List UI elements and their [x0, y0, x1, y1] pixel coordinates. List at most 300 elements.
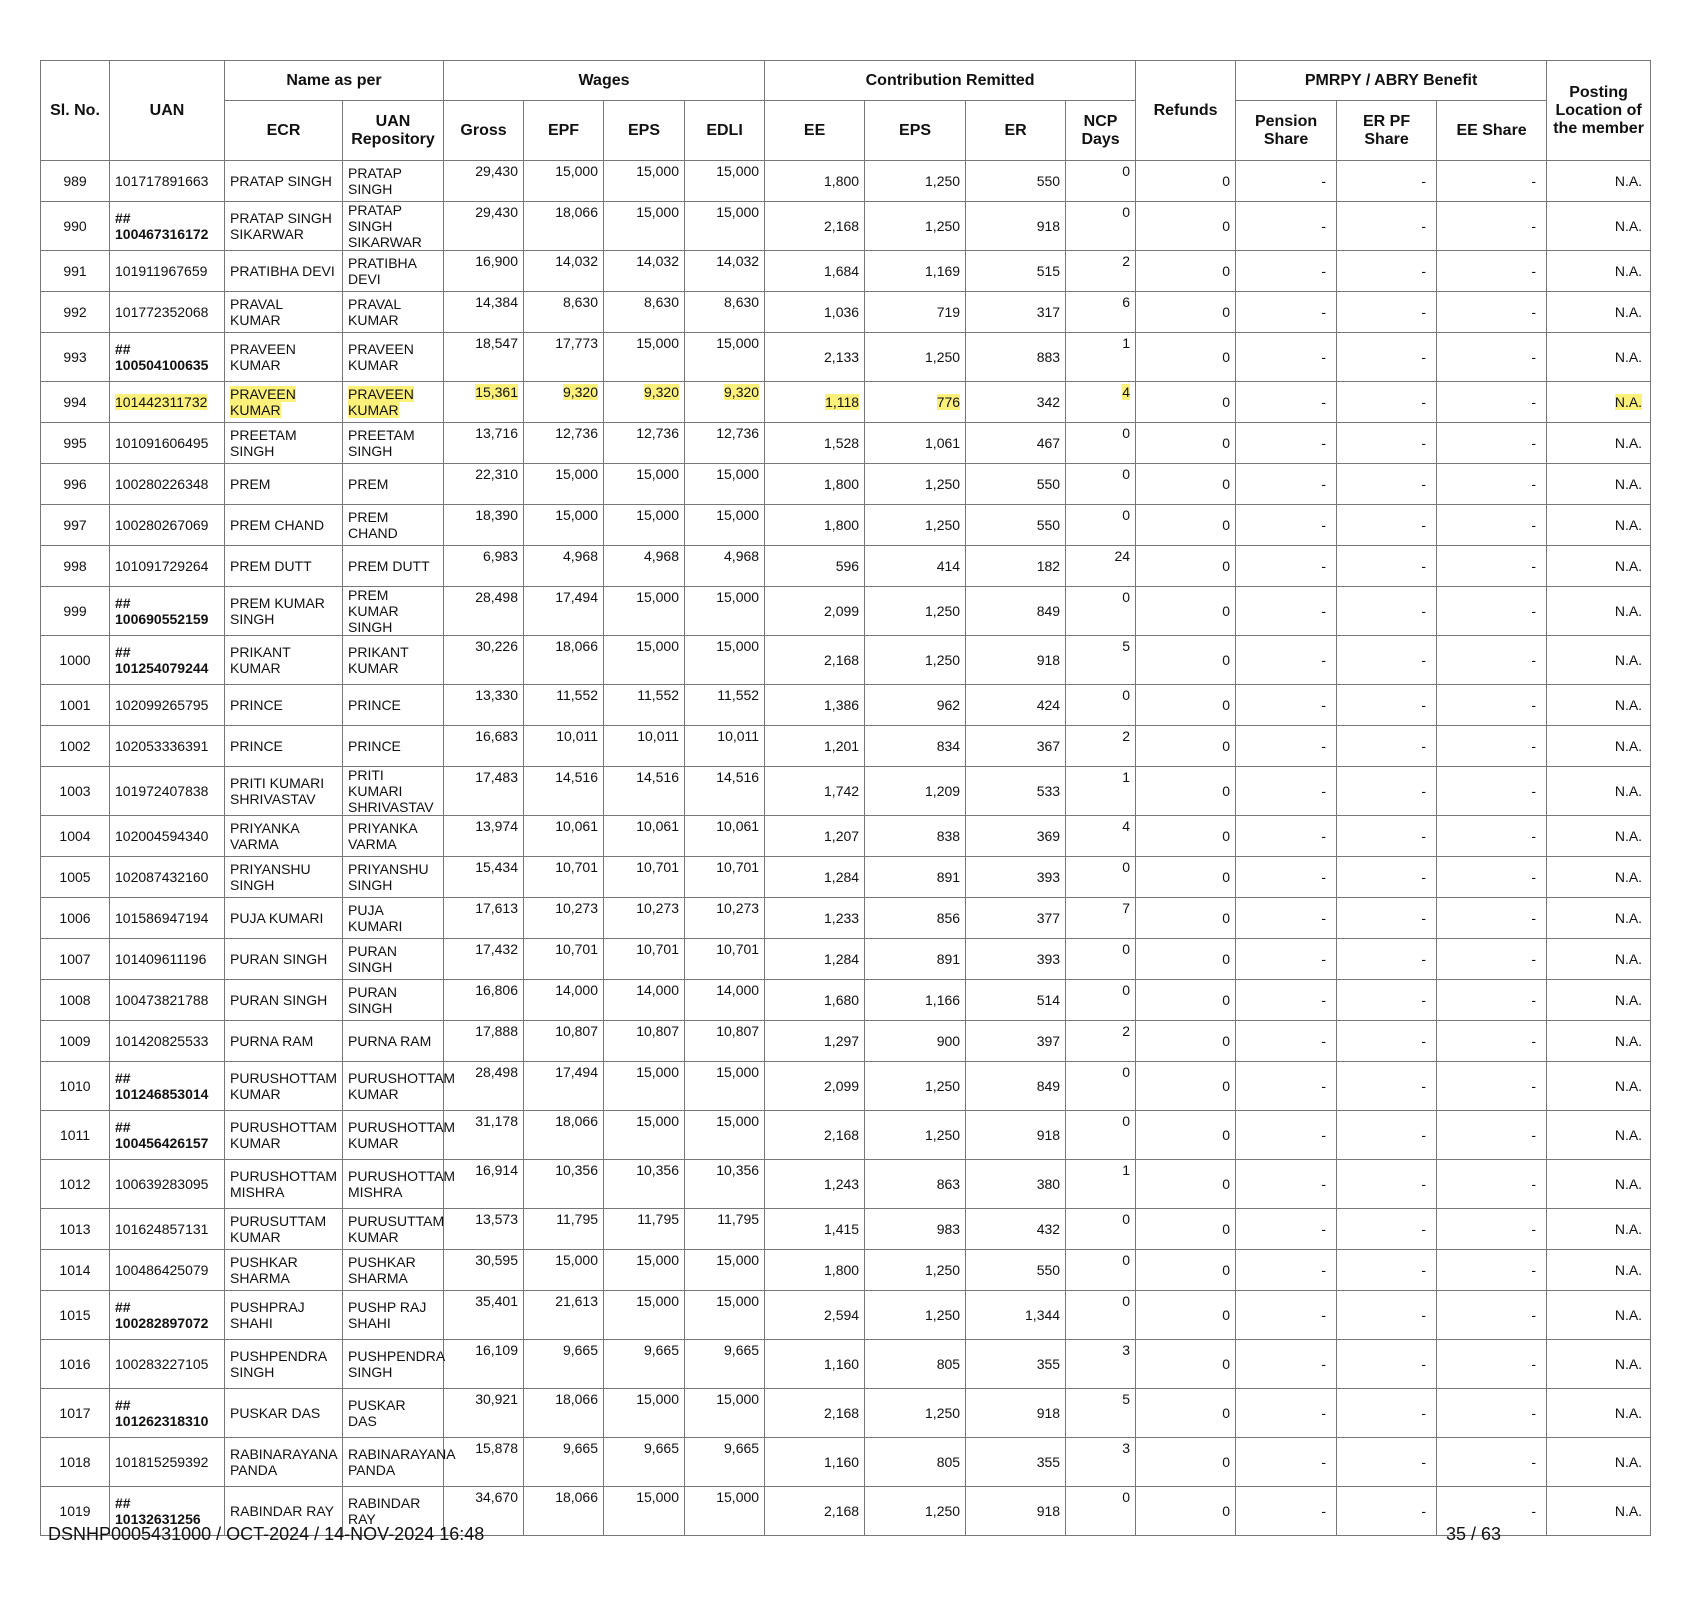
- cell-sl-no: 994: [41, 382, 110, 423]
- cell-epf: 18,066: [524, 636, 604, 685]
- cell-sl-no: 1012: [41, 1160, 110, 1209]
- cell-uan: 101409611196: [110, 939, 225, 980]
- cell-ee: 1,160: [765, 1340, 865, 1389]
- cell-sl-no: 1005: [41, 857, 110, 898]
- cell-eps: 15,000: [604, 1487, 685, 1536]
- cell-ncp-days: 0: [1066, 1487, 1136, 1536]
- cell-ecr-name: PREM KUMAR SINGH: [225, 587, 343, 636]
- cell-eps: 10,701: [604, 857, 685, 898]
- cell-er: 550: [966, 161, 1066, 202]
- cell-eps: 8,630: [604, 292, 685, 333]
- cell-sl-no: 998: [41, 546, 110, 587]
- cell-er: 883: [966, 333, 1066, 382]
- cell-ncp-days: 0: [1066, 1291, 1136, 1340]
- cell-er: 182: [966, 546, 1066, 587]
- cell-ee: 1,284: [765, 857, 865, 898]
- cell-ee-share: -: [1437, 857, 1547, 898]
- cell-edli: 10,273: [685, 898, 765, 939]
- cell-repository-name: PRIYANSHU SINGH: [343, 857, 444, 898]
- cell-sl-no: 1011: [41, 1111, 110, 1160]
- cell-sl-no: 1002: [41, 726, 110, 767]
- cell-eps-contribution: 1,061: [865, 423, 966, 464]
- cell-ee-share: -: [1437, 464, 1547, 505]
- cell-ee: 2,133: [765, 333, 865, 382]
- cell-ee: 1,528: [765, 423, 865, 464]
- cell-gross: 13,716: [444, 423, 524, 464]
- cell-edli: 15,000: [685, 1291, 765, 1340]
- cell-posting-location: N.A.: [1547, 1160, 1651, 1209]
- cell-uan: 100486425079: [110, 1250, 225, 1291]
- cell-repository-name: PUJA KUMARI: [343, 898, 444, 939]
- cell-ee: 1,201: [765, 726, 865, 767]
- cell-posting-location: N.A.: [1547, 816, 1651, 857]
- table-row: [41, 505, 1651, 546]
- cell-pension-share: -: [1236, 1209, 1337, 1250]
- cell-eps: 9,320: [604, 382, 685, 423]
- cell-pension-share: -: [1236, 1438, 1337, 1487]
- table-row: [41, 464, 1651, 505]
- cell-posting-location: N.A.: [1547, 1062, 1651, 1111]
- table-row: [41, 1209, 1651, 1250]
- cell-eps-contribution: 805: [865, 1438, 966, 1487]
- cell-edli: 12,736: [685, 423, 765, 464]
- group-header-contribution-remitted: Contribution Remitted: [765, 61, 1136, 101]
- table-row: [41, 333, 1651, 382]
- cell-refunds: 0: [1136, 1438, 1236, 1487]
- cell-eps-contribution: 1,250: [865, 505, 966, 546]
- document-reference: DSNHP0005431000 / OCT-2024 / 14-NOV-2024 16:48: [48, 1524, 485, 1544]
- cell-er-pf-share: -: [1337, 1340, 1437, 1389]
- cell-er-pf-share: -: [1337, 767, 1437, 816]
- cell-edli: 15,000: [685, 333, 765, 382]
- cell-eps-contribution: 1,250: [865, 464, 966, 505]
- cell-sl-no: 1004: [41, 816, 110, 857]
- cell-er-pf-share: -: [1337, 464, 1437, 505]
- cell-pension-share: -: [1236, 546, 1337, 587]
- cell-refunds: 0: [1136, 546, 1236, 587]
- cell-er-pf-share: -: [1337, 1160, 1437, 1209]
- cell-pension-share: -: [1236, 251, 1337, 292]
- cell-er-pf-share: -: [1337, 382, 1437, 423]
- cell-refunds: 0: [1136, 726, 1236, 767]
- cell-ncp-days: 3: [1066, 1438, 1136, 1487]
- cell-er-pf-share: -: [1337, 1487, 1437, 1536]
- cell-ecr-name: PRIKANT KUMAR: [225, 636, 343, 685]
- cell-posting-location: N.A.: [1547, 1291, 1651, 1340]
- cell-ee: 2,168: [765, 202, 865, 251]
- cell-gross: 13,573: [444, 1209, 524, 1250]
- cell-ncp-days: 0: [1066, 202, 1136, 251]
- cell-repository-name: PURUSHOTTAM MISHRA: [343, 1160, 444, 1209]
- cell-ee: 2,168: [765, 1111, 865, 1160]
- cell-pension-share: -: [1236, 726, 1337, 767]
- cell-ncp-days: 0: [1066, 939, 1136, 980]
- cell-refunds: 0: [1136, 857, 1236, 898]
- cell-eps-contribution: 983: [865, 1209, 966, 1250]
- cell-edli: 14,000: [685, 980, 765, 1021]
- col-header-ncp-days: NCP Days: [1066, 101, 1136, 161]
- cell-refunds: 0: [1136, 423, 1236, 464]
- cell-ee: 2,099: [765, 587, 865, 636]
- cell-eps: 10,273: [604, 898, 685, 939]
- cell-er: 918: [966, 1487, 1066, 1536]
- cell-ee: 1,386: [765, 685, 865, 726]
- cell-posting-location: N.A.: [1547, 1250, 1651, 1291]
- cell-posting-location: N.A.: [1547, 251, 1651, 292]
- cell-gross: 28,498: [444, 587, 524, 636]
- col-header-sl-no: Sl. No.: [41, 61, 110, 161]
- cell-pension-share: -: [1236, 636, 1337, 685]
- cell-edli: 8,630: [685, 292, 765, 333]
- cell-eps: 10,356: [604, 1160, 685, 1209]
- col-header-refunds: Refunds: [1136, 61, 1236, 161]
- cell-ee-share: -: [1437, 1062, 1547, 1111]
- cell-pension-share: -: [1236, 857, 1337, 898]
- cell-ncp-days: 0: [1066, 1250, 1136, 1291]
- table-row: [41, 292, 1651, 333]
- cell-refunds: 0: [1136, 333, 1236, 382]
- cell-uan: 101624857131: [110, 1209, 225, 1250]
- cell-sl-no: 1000: [41, 636, 110, 685]
- cell-eps: 10,011: [604, 726, 685, 767]
- cell-posting-location: N.A.: [1547, 1487, 1651, 1536]
- cell-ee: 2,594: [765, 1291, 865, 1340]
- cell-edli: 15,000: [685, 1389, 765, 1438]
- cell-ncp-days: 0: [1066, 1062, 1136, 1111]
- cell-uan: 100280267069: [110, 505, 225, 546]
- cell-ee: 1,207: [765, 816, 865, 857]
- cell-ee: 1,415: [765, 1209, 865, 1250]
- cell-epf: 10,701: [524, 939, 604, 980]
- cell-sl-no: 1017: [41, 1389, 110, 1438]
- cell-eps: 4,968: [604, 546, 685, 587]
- cell-er-pf-share: -: [1337, 1209, 1437, 1250]
- cell-sl-no: 992: [41, 292, 110, 333]
- cell-refunds: 0: [1136, 1291, 1236, 1340]
- cell-ee-share: -: [1437, 1160, 1547, 1209]
- cell-edli: 15,000: [685, 1487, 765, 1536]
- cell-posting-location: N.A.: [1547, 546, 1651, 587]
- cell-refunds: 0: [1136, 898, 1236, 939]
- cell-sl-no: 1019: [41, 1487, 110, 1536]
- cell-gross: 16,900: [444, 251, 524, 292]
- cell-posting-location: N.A.: [1547, 587, 1651, 636]
- cell-eps: 15,000: [604, 636, 685, 685]
- cell-ee: 1,800: [765, 161, 865, 202]
- cell-uan: 102004594340: [110, 816, 225, 857]
- cell-refunds: 0: [1136, 1389, 1236, 1438]
- cell-repository-name: PREM KUMAR SINGH: [343, 587, 444, 636]
- cell-pension-share: -: [1236, 423, 1337, 464]
- cell-eps-contribution: 856: [865, 898, 966, 939]
- cell-eps-contribution: 1,166: [865, 980, 966, 1021]
- cell-eps: 14,000: [604, 980, 685, 1021]
- cell-repository-name: PRINCE: [343, 726, 444, 767]
- table-row: [41, 1389, 1651, 1438]
- cell-gross: 16,914: [444, 1160, 524, 1209]
- cell-epf: 9,320: [524, 382, 604, 423]
- cell-ncp-days: 0: [1066, 505, 1136, 546]
- cell-ee: 1,680: [765, 980, 865, 1021]
- cell-posting-location: N.A.: [1547, 464, 1651, 505]
- cell-posting-location: N.A.: [1547, 1209, 1651, 1250]
- cell-ecr-name: PREM: [225, 464, 343, 505]
- cell-eps: 11,552: [604, 685, 685, 726]
- cell-sl-no: 997: [41, 505, 110, 546]
- group-header-pmrpy-abry: PMRPY / ABRY Benefit: [1236, 61, 1547, 101]
- cell-ncp-days: 0: [1066, 980, 1136, 1021]
- cell-er: 397: [966, 1021, 1066, 1062]
- cell-ee-share: -: [1437, 898, 1547, 939]
- cell-sl-no: 1006: [41, 898, 110, 939]
- cell-er: 918: [966, 636, 1066, 685]
- cell-epf: 10,356: [524, 1160, 604, 1209]
- cell-repository-name: PURNA RAM: [343, 1021, 444, 1062]
- cell-uan: ## 100690552159: [110, 587, 225, 636]
- cell-er: 1,344: [966, 1291, 1066, 1340]
- col-header-edli: EDLI: [685, 101, 765, 161]
- cell-ee: 1,800: [765, 505, 865, 546]
- cell-ee-share: -: [1437, 292, 1547, 333]
- cell-pension-share: -: [1236, 1389, 1337, 1438]
- cell-gross: 29,430: [444, 161, 524, 202]
- cell-repository-name: PREM: [343, 464, 444, 505]
- cell-eps: 15,000: [604, 587, 685, 636]
- cell-ncp-days: 0: [1066, 587, 1136, 636]
- cell-ncp-days: 0: [1066, 1111, 1136, 1160]
- cell-sl-no: 1003: [41, 767, 110, 816]
- table-row: [41, 423, 1651, 464]
- cell-eps-contribution: 1,250: [865, 1111, 966, 1160]
- cell-repository-name: PUSHP RAJ SHAHI: [343, 1291, 444, 1340]
- cell-ee: 1,800: [765, 1250, 865, 1291]
- cell-refunds: 0: [1136, 1160, 1236, 1209]
- cell-posting-location: N.A.: [1547, 939, 1651, 980]
- cell-gross: 35,401: [444, 1291, 524, 1340]
- cell-edli: 15,000: [685, 161, 765, 202]
- cell-ecr-name: PREETAM SINGH: [225, 423, 343, 464]
- cell-gross: 15,434: [444, 857, 524, 898]
- cell-epf: 15,000: [524, 464, 604, 505]
- cell-ecr-name: PRIYANSHU SINGH: [225, 857, 343, 898]
- cell-sl-no: 990: [41, 202, 110, 251]
- cell-pension-share: -: [1236, 939, 1337, 980]
- cell-er: 849: [966, 587, 1066, 636]
- cell-er: 467: [966, 423, 1066, 464]
- cell-pension-share: -: [1236, 587, 1337, 636]
- cell-ee-share: -: [1437, 685, 1547, 726]
- cell-sl-no: 1018: [41, 1438, 110, 1487]
- cell-gross: 15,878: [444, 1438, 524, 1487]
- cell-ee: 1,297: [765, 1021, 865, 1062]
- cell-ee-share: -: [1437, 161, 1547, 202]
- cell-ee: 2,168: [765, 636, 865, 685]
- cell-pension-share: -: [1236, 202, 1337, 251]
- cell-refunds: 0: [1136, 161, 1236, 202]
- cell-ncp-days: 4: [1066, 816, 1136, 857]
- cell-eps: 15,000: [604, 464, 685, 505]
- cell-er: 918: [966, 1389, 1066, 1438]
- cell-epf: 18,066: [524, 1487, 604, 1536]
- cell-ncp-days: 1: [1066, 333, 1136, 382]
- cell-eps: 15,000: [604, 1250, 685, 1291]
- cell-epf: 10,011: [524, 726, 604, 767]
- cell-edli: 14,032: [685, 251, 765, 292]
- cell-ee-share: -: [1437, 202, 1547, 251]
- cell-repository-name: PREETAM SINGH: [343, 423, 444, 464]
- cell-eps: 15,000: [604, 202, 685, 251]
- cell-refunds: 0: [1136, 464, 1236, 505]
- cell-er-pf-share: -: [1337, 685, 1437, 726]
- cell-repository-name: PREM DUTT: [343, 546, 444, 587]
- cell-ee-share: -: [1437, 1111, 1547, 1160]
- cell-ee-share: -: [1437, 816, 1547, 857]
- cell-repository-name: RABINDAR RAY: [343, 1487, 444, 1536]
- cell-er: 380: [966, 1160, 1066, 1209]
- cell-epf: 8,630: [524, 292, 604, 333]
- cell-posting-location: N.A.: [1547, 1389, 1651, 1438]
- cell-ee-share: -: [1437, 1389, 1547, 1438]
- cell-ecr-name: PRINCE: [225, 726, 343, 767]
- table-row: [41, 1340, 1651, 1389]
- cell-epf: 18,066: [524, 1389, 604, 1438]
- cell-ecr-name: RABINARAYANA PANDA: [225, 1438, 343, 1487]
- group-header-wages: Wages: [444, 61, 765, 101]
- cell-er-pf-share: -: [1337, 546, 1437, 587]
- cell-gross: 16,683: [444, 726, 524, 767]
- table-row: [41, 636, 1651, 685]
- table-row: [41, 1021, 1651, 1062]
- cell-er: 550: [966, 505, 1066, 546]
- cell-ecr-name: PUJA KUMARI: [225, 898, 343, 939]
- cell-refunds: 0: [1136, 587, 1236, 636]
- cell-posting-location: N.A.: [1547, 726, 1651, 767]
- cell-pension-share: -: [1236, 1111, 1337, 1160]
- table-row: [41, 1291, 1651, 1340]
- cell-eps-contribution: 1,250: [865, 587, 966, 636]
- cell-er: 355: [966, 1340, 1066, 1389]
- cell-edli: 14,516: [685, 767, 765, 816]
- cell-er-pf-share: -: [1337, 251, 1437, 292]
- cell-er: 515: [966, 251, 1066, 292]
- cell-refunds: 0: [1136, 1209, 1236, 1250]
- cell-uan: 101772352068: [110, 292, 225, 333]
- cell-edli: 15,000: [685, 636, 765, 685]
- cell-ee: 1,036: [765, 292, 865, 333]
- cell-gross: 16,109: [444, 1340, 524, 1389]
- cell-gross: 31,178: [444, 1111, 524, 1160]
- cell-ecr-name: PURUSHOTTAM KUMAR: [225, 1062, 343, 1111]
- cell-er-pf-share: -: [1337, 1111, 1437, 1160]
- table-row: [41, 1438, 1651, 1487]
- cell-ncp-days: 0: [1066, 423, 1136, 464]
- cell-er: 342: [966, 382, 1066, 423]
- cell-gross: 30,921: [444, 1389, 524, 1438]
- cell-eps: 11,795: [604, 1209, 685, 1250]
- cell-posting-location: N.A.: [1547, 333, 1651, 382]
- cell-ecr-name: PREM CHAND: [225, 505, 343, 546]
- cell-ee: 1,284: [765, 939, 865, 980]
- cell-edli: 11,552: [685, 685, 765, 726]
- cell-eps: 10,061: [604, 816, 685, 857]
- cell-ee-share: -: [1437, 726, 1547, 767]
- cell-gross: 17,888: [444, 1021, 524, 1062]
- cell-uan: ## 101254079244: [110, 636, 225, 685]
- cell-ee-share: -: [1437, 382, 1547, 423]
- cell-eps-contribution: 900: [865, 1021, 966, 1062]
- cell-epf: 11,552: [524, 685, 604, 726]
- cell-gross: 29,430: [444, 202, 524, 251]
- cell-sl-no: 1008: [41, 980, 110, 1021]
- cell-eps-contribution: 1,250: [865, 1291, 966, 1340]
- cell-edli: 11,795: [685, 1209, 765, 1250]
- cell-repository-name: PURAN SINGH: [343, 980, 444, 1021]
- cell-er: 550: [966, 464, 1066, 505]
- cell-ecr-name: PRAVAL KUMAR: [225, 292, 343, 333]
- cell-eps-contribution: 1,250: [865, 1389, 966, 1438]
- col-header-gross: Gross: [444, 101, 524, 161]
- cell-ee-share: -: [1437, 636, 1547, 685]
- cell-ee: 2,168: [765, 1487, 865, 1536]
- cell-er: 393: [966, 857, 1066, 898]
- cell-ncp-days: 1: [1066, 767, 1136, 816]
- cell-er-pf-share: -: [1337, 1389, 1437, 1438]
- cell-er: 533: [966, 767, 1066, 816]
- cell-uan: 102099265795: [110, 685, 225, 726]
- cell-sl-no: 991: [41, 251, 110, 292]
- table-row: [41, 251, 1651, 292]
- cell-er-pf-share: -: [1337, 1021, 1437, 1062]
- cell-epf: 18,066: [524, 1111, 604, 1160]
- cell-ee: 1,243: [765, 1160, 865, 1209]
- cell-posting-location: N.A.: [1547, 857, 1651, 898]
- cell-er-pf-share: -: [1337, 505, 1437, 546]
- cell-er: 849: [966, 1062, 1066, 1111]
- cell-uan: ## 101262318310: [110, 1389, 225, 1438]
- cell-gross: 13,974: [444, 816, 524, 857]
- cell-posting-location: N.A.: [1547, 161, 1651, 202]
- cell-edli: 9,665: [685, 1438, 765, 1487]
- cell-er-pf-share: -: [1337, 726, 1437, 767]
- table-row: [41, 1062, 1651, 1111]
- cell-eps-contribution: 1,250: [865, 202, 966, 251]
- cell-ee-share: -: [1437, 1209, 1547, 1250]
- cell-sl-no: 1001: [41, 685, 110, 726]
- table-body: [41, 161, 1651, 1536]
- cell-repository-name: PREM CHAND: [343, 505, 444, 546]
- cell-ee: 1,800: [765, 464, 865, 505]
- cell-sl-no: 999: [41, 587, 110, 636]
- cell-repository-name: PRAVEEN KUMAR: [343, 382, 444, 423]
- cell-gross: 30,595: [444, 1250, 524, 1291]
- table-row: [41, 726, 1651, 767]
- page-number: 35 / 63: [1446, 1524, 1502, 1544]
- cell-sl-no: 989: [41, 161, 110, 202]
- table-row: [41, 161, 1651, 202]
- cell-eps: 15,000: [604, 1291, 685, 1340]
- cell-eps-contribution: 1,250: [865, 333, 966, 382]
- cell-eps-contribution: 962: [865, 685, 966, 726]
- cell-eps: 15,000: [604, 1111, 685, 1160]
- table-row: [41, 1250, 1651, 1291]
- cell-ecr-name: PRINCE: [225, 685, 343, 726]
- cell-er: 514: [966, 980, 1066, 1021]
- cell-uan: ## 100456426157: [110, 1111, 225, 1160]
- col-header-pension-share: Pension Share: [1236, 101, 1337, 161]
- cell-posting-location: N.A.: [1547, 636, 1651, 685]
- cell-er-pf-share: -: [1337, 1291, 1437, 1340]
- cell-eps-contribution: 776: [865, 382, 966, 423]
